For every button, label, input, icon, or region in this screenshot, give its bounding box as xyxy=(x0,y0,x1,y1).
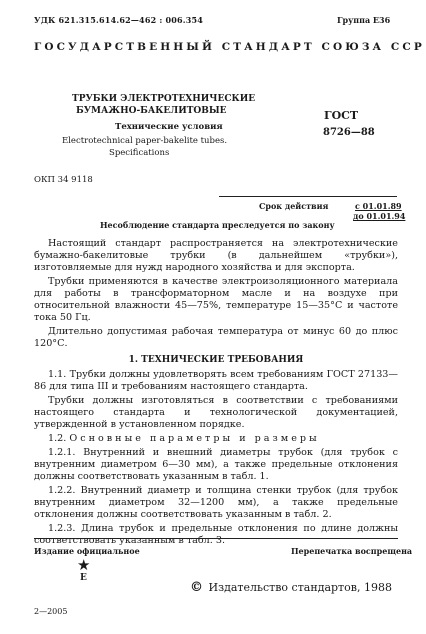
validity-label: Срок действия xyxy=(259,201,329,211)
english-title-line-1: Electrotechnical paper-bakelite tubes. xyxy=(62,136,228,146)
okp-code: ОКП 34 9118 xyxy=(34,175,93,185)
application-paragraph: Трубки применяются в качестве электроизоляционного материала для работы в трансформаторном масле и на воздухе при относительной влажности 45—75%, температуре 15—35°С и частоте тока 50 Гц. xyxy=(34,276,398,323)
paragraph-1-2-2: 1.2.2. Внутренний диаметр и толщина стенки трубок (для трубок внутренним диаметром 32—1200 мм), а также предельные отклонения должны соответствовать указанным в табл. 2. xyxy=(34,485,398,520)
copyright-icon: © xyxy=(190,580,203,595)
copyright-notice xyxy=(190,580,392,595)
gost-number: 8726—88 xyxy=(323,127,375,138)
paragraph-manufacturing: Трубки должны изготовляться в соответствии с требованиями настоящего стандарта и технологической документацией, утвержденной в установленном порядке. xyxy=(34,395,398,430)
paragraph-1-2 xyxy=(34,433,398,445)
intro-paragraph: Настоящий стандарт распространяется на электротехнические бумажно-бакелитовые трубки (в дальнейшем «трубки»), изготовляемые для нужд народного хозяйства и для экспорта. xyxy=(34,238,398,273)
gost-label: ГОСТ xyxy=(324,109,359,122)
paragraph-1-2-title: Основные параметры и размеры xyxy=(69,433,320,444)
document-subtitle: Технические условия xyxy=(115,122,223,132)
paragraph-1-2-number: 1.2. xyxy=(48,433,67,444)
document-title-line-1: ТРУБКИ ЭЛЕКТРОТЕХНИЧЕСКИЕ xyxy=(72,94,256,104)
temperature-paragraph: Длительно допустимая рабочая температура от минус 60 до плюс 120°С. xyxy=(34,326,398,349)
section-heading-technical-requirements: 1. ТЕХНИЧЕСКИЕ ТРЕБОВАНИЯ xyxy=(128,355,304,365)
footer-divider xyxy=(34,538,398,539)
english-title-line-2: Specifications xyxy=(109,148,170,158)
official-edition-label: Издание официальное xyxy=(34,546,140,556)
order-number: 2—2005 xyxy=(34,607,68,616)
star-icon: ★ xyxy=(77,556,91,574)
udk-code: УДК 621.315.614.62—462 : 006.354 xyxy=(34,15,204,25)
copyright-text: Издательство стандартов, 1988 xyxy=(208,581,392,594)
body-text xyxy=(34,238,398,549)
e-mark: Е xyxy=(80,573,87,583)
violation-notice: Несоблюдение стандарта преследуется по закону xyxy=(100,220,335,230)
paragraph-1-2-1: 1.2.1. Внутренний и внешний диаметры трубок (для трубок с внутренним диаметром 6—30 мм), а также предельные отклонения должны соответствовать указанным в табл. 1. xyxy=(34,447,398,482)
group-code: Группа Е36 xyxy=(337,15,391,25)
reprint-prohibited-label: Перепечатка воспрещена xyxy=(291,546,413,556)
validity-divider xyxy=(219,196,397,197)
validity-from-date: с 01.01.89 xyxy=(355,201,402,211)
paragraph-1-1: 1.1. Трубки должны удовлетворять всем требованиям ГОСТ 27133—86 для типа III и требованиям настоящего стандарта. xyxy=(34,369,398,392)
document-title-line-2: БУМАЖНО-БАКЕЛИТОВЫЕ xyxy=(76,106,227,116)
state-standard-heading: ГОСУДАРСТВЕННЫЙ СТАНДАРТ СОЮЗА ССР xyxy=(34,41,425,53)
paragraph-1-2-3: 1.2.3. Длина трубок и предельные отклонения по длине должны соответствовать указанным в табл. 3. xyxy=(34,523,398,546)
validity-to-date: до 01.01.94 xyxy=(353,211,406,221)
